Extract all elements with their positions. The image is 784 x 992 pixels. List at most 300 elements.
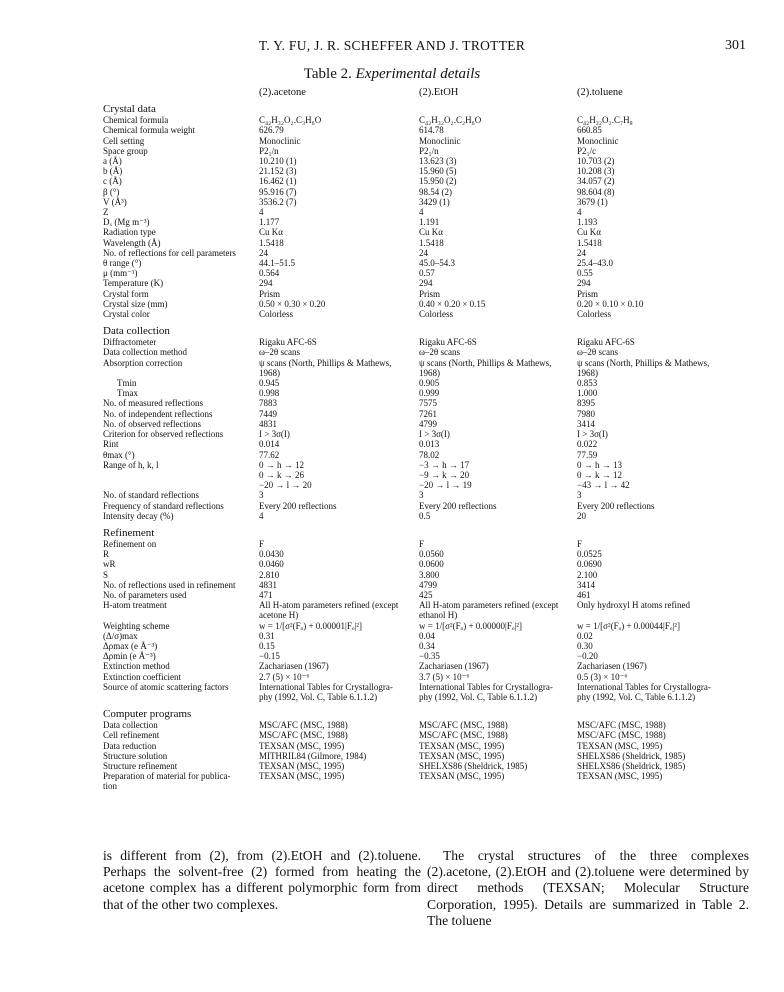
row-value: −3 → h → 17	[419, 459, 470, 470]
table-row	[103, 651, 723, 661]
row-value: Prism	[259, 288, 281, 299]
row-label: Dₓ (Mg m⁻³)	[103, 217, 150, 228]
row-value: 7261	[419, 408, 437, 419]
row-value: ω–2θ scans	[577, 347, 618, 358]
row-label: Temperature (K)	[103, 278, 164, 289]
row-label: Range of h, k, l	[103, 459, 159, 470]
row-value: 0.0430	[259, 549, 284, 560]
row-value: SHELXS86 (Sheldrick, 1985)	[419, 760, 528, 771]
row-label: Preparation of material for publica-	[103, 771, 231, 782]
row-value: 0.0525	[577, 549, 602, 560]
row-value: −0.15	[259, 651, 280, 662]
row-value: 10.208 (3)	[577, 166, 615, 177]
row-value: 8395	[577, 398, 595, 409]
row-label: wR	[103, 559, 116, 570]
row-value: Cu Kα	[259, 227, 283, 238]
row-value: Colorless	[419, 309, 454, 320]
row-value: 4831	[259, 579, 277, 590]
row-value: 15.960 (5)	[419, 166, 457, 177]
table-row	[103, 278, 723, 288]
row-value: 0.0460	[259, 559, 284, 570]
table-row	[103, 672, 723, 682]
row-label: Extinction coefficient	[103, 671, 182, 682]
row-value: Monoclinic	[577, 135, 619, 146]
row-value: Every 200 reflections	[259, 500, 337, 511]
body-column-right	[427, 848, 749, 929]
table-row	[103, 187, 723, 197]
row-value: 25.4–43.0	[577, 258, 613, 269]
row-value: acetone H)	[259, 610, 299, 621]
row-value: SHELXS86 (Sheldrick, 1985)	[577, 750, 686, 761]
row-value: 626.79	[259, 125, 284, 136]
row-value: SHELXS86 (Sheldrick, 1985)	[577, 760, 686, 771]
row-value: 10.210 (1)	[259, 156, 297, 167]
table-row	[103, 590, 723, 600]
row-value: TEXSAN (MSC, 1995)	[259, 771, 345, 782]
row-value: Only hydroxyl H atoms refined	[577, 600, 690, 611]
column-header-row	[103, 88, 723, 103]
table-row	[103, 781, 723, 791]
row-value: 3429 (1)	[419, 196, 450, 207]
section-header-row	[103, 103, 723, 115]
experimental-details-table	[103, 88, 723, 792]
row-label: μ (mm⁻¹)	[103, 268, 138, 279]
table-row	[103, 409, 723, 419]
row-value: C₄₂H₃₂O₂.C₇H₈	[577, 115, 633, 126]
row-value: Prism	[419, 288, 441, 299]
table-row	[103, 136, 723, 146]
row-value: 0.999	[419, 388, 440, 399]
section-title: Computer programs	[103, 708, 192, 721]
row-value: 0 → k → 26	[259, 469, 304, 480]
row-value: 3	[577, 490, 582, 501]
row-value: 471	[259, 589, 273, 600]
row-label: Radiation type	[103, 227, 156, 238]
row-label: Crystal color	[103, 309, 150, 320]
row-value: phy (1992, Vol. C, Table 6.1.1.2)	[577, 691, 696, 702]
row-value: I > 3σ(I)	[419, 429, 450, 440]
row-label: Space group	[103, 145, 148, 156]
row-label: No. of reflections used in refinement	[103, 579, 236, 590]
row-label	[103, 692, 259, 702]
row-value: TEXSAN (MSC, 1995)	[577, 740, 663, 751]
row-value: 0.5	[419, 510, 431, 521]
row-value: 0.30	[577, 640, 593, 651]
row-label: No. of observed reflections	[103, 418, 201, 429]
row-label: Δρmax (e Å⁻³)	[103, 640, 158, 651]
row-label: Rint	[103, 439, 119, 450]
section-title: Data collection	[103, 325, 170, 338]
row-value: TEXSAN (MSC, 1995)	[419, 750, 505, 761]
row-value: 0.02	[577, 630, 593, 641]
row-label: V (Å³)	[103, 196, 127, 207]
row-value: 24	[419, 247, 428, 258]
row-value: 0.0600	[419, 559, 444, 570]
row-label: Extinction method	[103, 661, 170, 672]
row-value: w = 1/[σ²(Fₒ) + 0.00044|Fₒ|²]	[577, 620, 680, 631]
row-value: 24	[259, 247, 268, 258]
section-title: Refinement	[103, 526, 155, 539]
row-value: 4	[577, 207, 582, 218]
row-value: MSC/AFC (MSC, 1988)	[259, 730, 348, 741]
row-value: 0.998	[259, 388, 280, 399]
row-value: 3536.2 (7)	[259, 196, 297, 207]
row-label: Data collection	[103, 720, 158, 731]
table-row	[103, 429, 723, 439]
row-value: 0.853	[577, 378, 598, 389]
row-value: 1.193	[577, 217, 598, 228]
row-value: F	[419, 538, 425, 549]
table-row	[103, 146, 723, 156]
row-value: 614.78	[419, 125, 444, 136]
table-row	[103, 480, 723, 490]
row-value: Zachariasen (1967)	[577, 661, 647, 672]
row-value: 1968)	[259, 367, 280, 378]
table-row	[103, 600, 723, 610]
row-value: −20 → l → 20	[259, 480, 312, 491]
row-label: Crystal size (mm)	[103, 298, 168, 309]
row-value: Rigaku AFC-6S	[577, 337, 635, 348]
row-value: 294	[419, 278, 433, 289]
table-row	[103, 358, 723, 368]
table-row	[103, 470, 723, 480]
table-caption	[0, 66, 784, 83]
row-value	[577, 610, 723, 620]
table-label: Table 2.	[303, 66, 352, 82]
table-body	[103, 88, 723, 792]
row-value: 45.0–54.3	[419, 258, 455, 269]
row-value: TEXSAN (MSC, 1995)	[259, 760, 345, 771]
row-label: Cell setting	[103, 135, 145, 146]
row-value: MSC/AFC (MSC, 1988)	[259, 720, 348, 731]
running-head-authors: T. Y. FU, J. R. SCHEFFER AND J. TROTTER	[258, 38, 526, 53]
table-row	[103, 539, 723, 549]
row-value: ψ scans (North, Phillips & Mathews,	[419, 357, 552, 368]
table-row	[103, 761, 723, 771]
row-value: 44.1–51.5	[259, 258, 295, 269]
row-value: P2₁/n	[259, 145, 279, 156]
row-value: 0.40 × 0.20 × 0.15	[419, 298, 486, 309]
row-value: 2.7 (5) × 10⁻⁶	[259, 671, 310, 682]
table-row	[103, 450, 723, 460]
row-value: 0.57	[419, 268, 435, 279]
row-label: S	[103, 569, 109, 580]
row-value: 10.703 (2)	[577, 156, 615, 167]
table-row	[103, 460, 723, 470]
row-value: phy (1992, Vol. C, Table 6.1.1.2)	[259, 691, 378, 702]
row-value: ψ scans (North, Phillips & Mathews,	[259, 357, 392, 368]
row-value: 294	[259, 278, 273, 289]
table-row	[103, 570, 723, 580]
row-value: 20	[577, 510, 586, 521]
row-value: ω–2θ scans	[259, 347, 300, 358]
row-value: 294	[577, 278, 591, 289]
table-row	[103, 156, 723, 166]
table-row	[103, 217, 723, 227]
column-header: (2).EtOH	[419, 87, 459, 98]
row-label	[103, 470, 259, 480]
row-value: 461	[577, 589, 591, 600]
row-value: MSC/AFC (MSC, 1988)	[577, 730, 666, 741]
row-value: 2.810	[259, 569, 280, 580]
table-row	[103, 771, 723, 781]
table-row	[103, 368, 723, 378]
row-value: C₄₂H₃₂O₂.C₂H₆O	[419, 115, 482, 126]
row-value: 4	[259, 207, 264, 218]
table-row	[103, 309, 723, 319]
row-value: 7883	[259, 398, 277, 409]
row-value: F	[259, 538, 265, 549]
row-value: 0.50 × 0.30 × 0.20	[259, 298, 326, 309]
table-row	[103, 289, 723, 299]
row-value: 0.31	[259, 630, 275, 641]
row-label: Crystal form	[103, 288, 149, 299]
table-row	[103, 388, 723, 398]
table-row	[103, 378, 723, 388]
row-value: Every 200 reflections	[419, 500, 497, 511]
table-row	[103, 621, 723, 631]
table-row	[103, 299, 723, 309]
row-value: 3	[259, 490, 264, 501]
row-value: Zachariasen (1967)	[259, 661, 329, 672]
row-value: 1.000	[577, 388, 598, 399]
row-label: No. of standard reflections	[103, 490, 199, 501]
row-value: TEXSAN (MSC, 1995)	[577, 771, 663, 782]
row-value: Colorless	[577, 309, 612, 320]
row-label: R	[103, 549, 110, 560]
table-row	[103, 115, 723, 125]
row-label: No. of reflections for cell parameters	[103, 247, 236, 258]
column-header: (2).acetone	[259, 87, 306, 98]
row-value: 1.177	[259, 217, 280, 228]
row-value: 0.20 × 0.10 × 0.10	[577, 298, 644, 309]
row-label: Intensity decay (%)	[103, 510, 174, 521]
row-value: Zachariasen (1967)	[419, 661, 489, 672]
row-label: c (Å)	[103, 176, 122, 187]
row-label: Structure solution	[103, 750, 168, 761]
row-value: 0.5 (3) × 10⁻⁶	[577, 671, 628, 682]
row-value: Every 200 reflections	[577, 500, 655, 511]
table-row	[103, 176, 723, 186]
row-value: 0.34	[419, 640, 435, 651]
row-label	[103, 610, 259, 620]
row-value: 425	[419, 589, 433, 600]
row-label: Structure refinement	[103, 760, 178, 771]
row-value: P2₁/c	[577, 145, 597, 156]
row-value: International Tables for Crystallogra-	[259, 681, 393, 692]
row-value: MSC/AFC (MSC, 1988)	[419, 730, 508, 741]
row-value: ψ scans (North, Phillips & Mathews,	[577, 357, 710, 368]
row-label: b (Å)	[103, 166, 123, 177]
row-value: 3679 (1)	[577, 196, 608, 207]
table-row	[103, 490, 723, 500]
row-label: Refinement on	[103, 538, 157, 549]
row-value: 21.152 (3)	[259, 166, 297, 177]
table-row	[103, 682, 723, 692]
row-value: 0.014	[259, 439, 280, 450]
row-value: International Tables for Crystallogra-	[419, 681, 553, 692]
row-value: TEXSAN (MSC, 1995)	[419, 771, 505, 782]
section-header-row	[103, 702, 723, 720]
row-label: No. of independent reflections	[103, 408, 213, 419]
row-label: θ range (°)	[103, 258, 142, 269]
row-value: ethanol H)	[419, 610, 458, 621]
column-header-blank	[103, 88, 259, 103]
row-value: 0.945	[259, 378, 280, 389]
table-row	[103, 741, 723, 751]
row-value: Cu Kα	[577, 227, 601, 238]
row-label: Tmin	[117, 378, 137, 389]
row-value: I > 3σ(I)	[259, 429, 290, 440]
row-value: 0.55	[577, 268, 593, 279]
table-row	[103, 751, 723, 761]
row-value: 0.0690	[577, 559, 602, 570]
row-value: I > 3σ(I)	[577, 429, 608, 440]
row-value: 98.54 (2)	[419, 186, 452, 197]
row-value: All H-atom parameters refined (except	[419, 600, 559, 611]
row-value: 3.7 (5) × 10⁻⁶	[419, 671, 470, 682]
table-row	[103, 720, 723, 730]
row-value: 7449	[259, 408, 277, 419]
row-value: 16.462 (1)	[259, 176, 297, 187]
row-label: Δρmin (e Å⁻³)	[103, 651, 156, 662]
row-value: MITHRIL84 (Gilmore, 1984)	[259, 750, 367, 761]
row-value: 24	[577, 247, 586, 258]
row-value: 0.564	[259, 268, 280, 279]
row-value: 0.013	[419, 439, 440, 450]
row-value: 34.057 (2)	[577, 176, 615, 187]
row-value: phy (1992, Vol. C, Table 6.1.1.2)	[419, 691, 538, 702]
row-label	[103, 368, 259, 378]
row-value: C₄₂H₃₂O₂.C₃H₆O	[259, 115, 322, 126]
row-value: MSC/AFC (MSC, 1988)	[577, 720, 666, 731]
table-row	[103, 337, 723, 347]
table-row	[103, 258, 723, 268]
row-value: 1968)	[577, 367, 598, 378]
table-row	[103, 439, 723, 449]
table-row	[103, 125, 723, 135]
table-row	[103, 559, 723, 569]
table-row	[103, 419, 723, 429]
row-value	[577, 781, 723, 791]
table-row	[103, 227, 723, 237]
row-value: Rigaku AFC-6S	[419, 337, 477, 348]
row-value: 4	[259, 510, 264, 521]
row-value: 0.905	[419, 378, 440, 389]
row-label: Diffractometer	[103, 337, 157, 348]
row-label: No. of parameters used	[103, 589, 187, 600]
row-value: ω–2θ scans	[419, 347, 460, 358]
row-value: 7980	[577, 408, 595, 419]
row-label: tion	[103, 781, 118, 792]
row-value: 77.62	[259, 449, 280, 460]
row-label: a (Å)	[103, 156, 122, 167]
row-label: Chemical formula	[103, 115, 169, 126]
row-value: 1.5418	[259, 237, 284, 248]
table-row	[103, 661, 723, 671]
table-row	[103, 398, 723, 408]
row-value: Rigaku AFC-6S	[259, 337, 317, 348]
row-value: 0 → k → 12	[577, 469, 622, 480]
table-row	[103, 692, 723, 702]
row-value: w = 1/[σ²(Fₒ) + 0.00000|Fₒ|²]	[419, 620, 522, 631]
table-row	[103, 166, 723, 176]
table-row	[103, 248, 723, 258]
row-label: Criterion for observed reflections	[103, 429, 224, 440]
table-row	[103, 347, 723, 357]
running-head	[0, 38, 784, 58]
row-value: Monoclinic	[259, 135, 301, 146]
row-value: TEXSAN (MSC, 1995)	[419, 740, 505, 751]
row-value: −0.20	[577, 651, 598, 662]
row-value: 1.5418	[419, 237, 444, 248]
row-label: Tmax	[117, 388, 138, 399]
body-paragraph: The crystal structures of the three complexes (2).acetone, (2).EtOH and (2).toluene were determined by direct methods (TEXSAN; Molecular Structure Corporation, 1995). Details are summarized in Table 2. The toluene	[427, 848, 749, 928]
table-title: Experimental details	[355, 66, 481, 82]
row-value: International Tables for Crystallogra-	[577, 681, 711, 692]
row-value: 0 → h → 13	[577, 459, 622, 470]
row-label: β (°)	[103, 186, 120, 197]
row-value: F	[577, 538, 583, 549]
row-value: 0.04	[419, 630, 435, 641]
table-row	[103, 197, 723, 207]
row-label: Data reduction	[103, 740, 157, 751]
row-value: All H-atom parameters refined (except	[259, 600, 399, 611]
row-value: 0.15	[259, 640, 275, 651]
table-row	[103, 631, 723, 641]
row-label: Absorption correction	[103, 357, 183, 368]
table-row	[103, 511, 723, 521]
row-value: 0.0560	[419, 549, 444, 560]
row-value: 4831	[259, 418, 277, 429]
row-value: 1.5418	[577, 237, 602, 248]
row-value: Colorless	[259, 309, 294, 320]
row-value: 98.604 (8)	[577, 186, 615, 197]
row-value: 1.191	[419, 217, 440, 228]
row-label: Weighting scheme	[103, 620, 170, 631]
row-value: 7575	[419, 398, 437, 409]
row-label: (Δ/σ)max	[103, 630, 138, 641]
row-value: 0 → h → 12	[259, 459, 304, 470]
table-row	[103, 207, 723, 217]
row-value	[259, 781, 419, 791]
row-value: Prism	[577, 288, 599, 299]
row-value: 77.59	[577, 449, 598, 460]
row-value: −0.35	[419, 651, 440, 662]
row-label: Chemical formula weight	[103, 125, 195, 136]
row-value: 4	[419, 207, 424, 218]
row-value: MSC/AFC (MSC, 1988)	[419, 720, 508, 731]
section-title: Crystal data	[103, 103, 156, 116]
column-header: (2).toluene	[577, 87, 623, 98]
row-value: 3	[419, 490, 424, 501]
row-label: Cell refinement	[103, 730, 160, 741]
row-value: 3414	[577, 579, 595, 590]
row-label: H-atom treatment	[103, 600, 167, 611]
table-row	[103, 501, 723, 511]
row-value: 660.85	[577, 125, 602, 136]
body-paragraph: is different from (2), from (2).EtOH and (2).toluene. Perhaps the solvent-free (2) formed from heating the acetone complex has a different polymorphic form from that of the other two complexes.	[103, 848, 421, 912]
page-number: 301	[725, 38, 746, 53]
table-row	[103, 730, 723, 740]
section-header-row	[103, 521, 723, 539]
row-label	[103, 480, 259, 490]
table-row	[103, 641, 723, 651]
row-label: Source of atomic scattering factors	[103, 681, 229, 692]
row-label: Data collection method	[103, 347, 187, 358]
row-value: Cu Kα	[419, 227, 443, 238]
row-value: TEXSAN (MSC, 1995)	[259, 740, 345, 751]
